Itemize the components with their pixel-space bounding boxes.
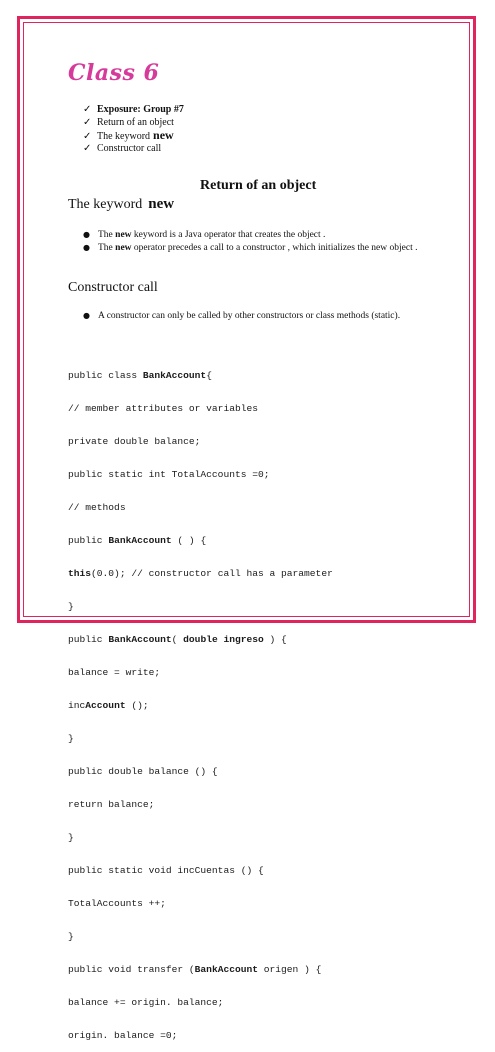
- code-line: public class BankAccount{: [68, 370, 212, 381]
- code-line: public BankAccount( double ingreso ) {: [68, 634, 287, 645]
- checkmark-icon: ✓: [83, 104, 92, 115]
- checkmark-icon: ✓: [83, 131, 92, 142]
- bullet-icon: ●: [83, 230, 90, 239]
- checklist-item: ✓ Exposure: Group #7: [83, 104, 184, 115]
- code-line: public double balance () {: [68, 766, 218, 777]
- checklist-item: ✓ Return of an object: [83, 117, 174, 128]
- code-line: // methods: [68, 502, 126, 513]
- code-line: balance += origin. balance;: [68, 997, 224, 1008]
- code-line: TotalAccounts ++;: [68, 898, 166, 909]
- checklist-item: ✓ Constructor call: [83, 143, 162, 154]
- keyword-heading: The keyword new: [68, 196, 175, 212]
- bullet-icon: ●: [83, 243, 90, 252]
- checkmark-icon: ✓: [83, 143, 92, 154]
- code-line: this(0.0); // constructor call has a parameter: [68, 568, 333, 579]
- code-line: }: [68, 931, 74, 942]
- code-line: public static void incCuentas () {: [68, 865, 264, 876]
- code-line: }: [68, 832, 74, 843]
- code-line: }: [68, 733, 74, 744]
- bullet-list: [83, 229, 426, 255]
- checkmark-icon: ✓: [83, 117, 92, 128]
- constructor-heading: Constructor call: [68, 280, 158, 295]
- code-line: public static int TotalAccounts =0;: [68, 469, 270, 480]
- code-line: // member attributes or variables: [68, 403, 258, 414]
- checklist: [83, 103, 184, 155]
- bullet-list: [83, 310, 426, 323]
- list-item: ● The new operator precedes a call to a constructor , which initializes the new object .: [83, 243, 418, 253]
- code-line: balance = write;: [68, 667, 161, 678]
- code-line: public void transfer (BankAccount origen ) {: [68, 964, 322, 975]
- bullet-icon: ●: [83, 311, 90, 320]
- code-line: }: [68, 601, 74, 612]
- page-title: Class 6: [68, 60, 160, 86]
- code-line: public BankAccount ( ) {: [68, 535, 207, 546]
- code-line: return balance;: [68, 799, 155, 810]
- checklist-item: ✓ The keyword new: [83, 128, 174, 142]
- section-heading: Return of an object: [200, 178, 317, 193]
- code-line: origin. balance =0;: [68, 1030, 178, 1041]
- code-line: incAccount ();: [68, 700, 149, 711]
- list-item: ● A constructor can only be called by other constructors or class methods (static).: [83, 311, 401, 321]
- code-block: [68, 348, 448, 1052]
- list-item: ● The new keyword is a Java operator that creates the object .: [83, 230, 326, 240]
- code-line: private double balance;: [68, 436, 201, 447]
